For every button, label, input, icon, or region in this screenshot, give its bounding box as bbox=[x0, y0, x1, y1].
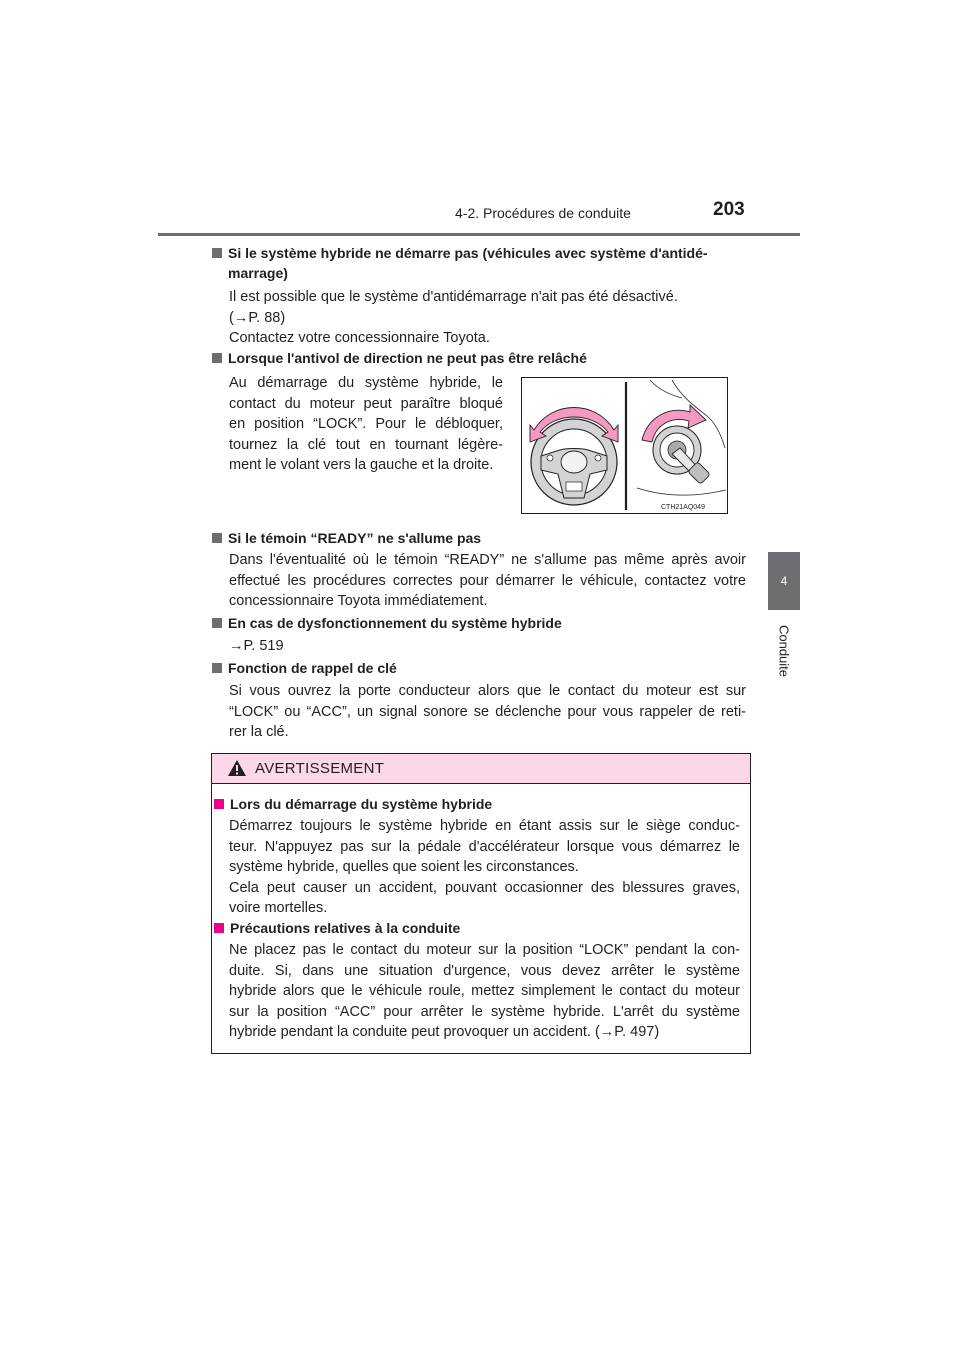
warning-heading-driving bbox=[214, 918, 460, 938]
steering-key-illustration bbox=[521, 377, 728, 514]
heading-text: Précautions relatives à la conduite bbox=[230, 920, 461, 936]
figure-code: CTH21AQ049 bbox=[661, 504, 705, 511]
warning-body-2 bbox=[229, 940, 740, 1043]
square-bullet-icon bbox=[212, 663, 222, 673]
chapter-tab-number: 4 bbox=[768, 552, 800, 610]
body-line: Au démarrage du système hybride, le bbox=[229, 375, 503, 391]
body-line: tournez la clé tout en tournant légère- bbox=[229, 436, 503, 453]
section-title: 4-2. Procédures de conduite bbox=[455, 205, 631, 221]
heading-steering-lock bbox=[212, 348, 587, 368]
heading-hybrid-not-starting bbox=[212, 243, 708, 263]
steering-wheel-and-key-drawing bbox=[522, 378, 727, 513]
section5-body bbox=[229, 681, 746, 743]
heading-text: En cas de dysfonctionnement du système hybride bbox=[228, 615, 562, 631]
section4-body bbox=[229, 636, 746, 657]
square-bullet-icon bbox=[214, 923, 224, 933]
body-line: ment le volant vers la gauche et la droite. bbox=[229, 457, 494, 473]
body-line: en position “LOCK”. Pour le débloquer, bbox=[229, 416, 503, 432]
body-line: hybride pendant la conduite peut provoquer un accident. (→P. 497) bbox=[229, 1024, 660, 1040]
square-bullet-icon bbox=[214, 799, 224, 809]
body-line: sur la position “ACC” pour arrêter le système hybride. L'arrêt du système bbox=[229, 1003, 740, 1020]
heading-text: Lorsque l'antivol de direction ne peut pas être relâché bbox=[228, 350, 587, 366]
page-reference: (→P. 88) bbox=[229, 309, 286, 326]
warning-header bbox=[212, 754, 750, 784]
section2-body bbox=[229, 373, 503, 476]
page-reference: →P. 519 bbox=[229, 638, 284, 654]
chapter-label-text: Conduite bbox=[776, 624, 792, 678]
warning-body-1 bbox=[229, 816, 740, 919]
heading-text: Si le système hybride ne démarre pas (véhicules avec système d'antidé- bbox=[228, 245, 708, 261]
header-rule bbox=[158, 233, 800, 236]
body-line: hybride alors que le véhicule roule, mettez simplement le contact du moteur bbox=[229, 983, 740, 999]
body-line: voire mortelles. bbox=[229, 900, 328, 916]
body-line: Si vous ouvrez la porte conducteur alors que le contact du moteur est sur bbox=[229, 683, 746, 699]
warning-heading-starting bbox=[214, 794, 492, 814]
body-line: Démarrez toujours le système hybride en étant assis sur le siège conduc- bbox=[229, 818, 740, 834]
body-line: concessionnaire Toyota immédiatement. bbox=[229, 593, 488, 609]
section3-body bbox=[229, 550, 746, 612]
body-line: duite. Si, dans une situation d'urgence, vous devez arrêter le système bbox=[229, 962, 740, 979]
section1-body bbox=[229, 287, 749, 349]
body-line: Ne placez pas le contact du moteur sur la position “LOCK” pendant la con- bbox=[229, 942, 740, 958]
warning-title: AVERTISSEMENT bbox=[255, 760, 385, 777]
heading-text: Si le témoin “READY” ne s'allume pas bbox=[228, 530, 482, 546]
body-line: effectué les procédures correctes pour démarrer le véhicule, contactez votre bbox=[229, 572, 746, 589]
body-line: rer la clé. bbox=[229, 724, 289, 740]
chapter-tab-label bbox=[768, 616, 800, 686]
heading-hybrid-malfunction bbox=[212, 613, 562, 633]
square-bullet-icon bbox=[212, 353, 222, 363]
heading-text: Lors du démarrage du système hybride bbox=[230, 796, 493, 812]
body-line: “LOCK” ou “ACC”, un signal sonore se déclenche pour vous rappeler de reti- bbox=[229, 703, 746, 720]
body-line: Il est possible que le système d'antidémarrage n'ait pas été désactivé. bbox=[229, 289, 678, 305]
heading-key-reminder bbox=[212, 658, 397, 678]
body-line: système hybride, quelles que soient les circonstances. bbox=[229, 859, 579, 875]
body-line: Contactez votre concessionnaire Toyota. bbox=[229, 330, 490, 346]
body-line: Cela peut causer un accident, pouvant occasionner des blessures graves, bbox=[229, 879, 740, 896]
heading-text: Fonction de rappel de clé bbox=[228, 660, 397, 676]
body-line: contact du moteur peut paraître bloqué bbox=[229, 395, 503, 412]
page-number: 203 bbox=[713, 199, 745, 220]
heading-continuation: marrage) bbox=[228, 265, 288, 281]
square-bullet-icon bbox=[212, 248, 222, 258]
warning-triangle-icon bbox=[227, 759, 247, 777]
heading-ready-light bbox=[212, 528, 481, 548]
body-line: Dans l'éventualité où le témoin “READY” ne s'allume pas même après avoir bbox=[229, 552, 746, 568]
square-bullet-icon bbox=[212, 533, 222, 543]
body-line: teur. N'appuyez pas sur la pédale d'accélérateur lorsque vous démarrez le bbox=[229, 838, 740, 855]
square-bullet-icon bbox=[212, 618, 222, 628]
